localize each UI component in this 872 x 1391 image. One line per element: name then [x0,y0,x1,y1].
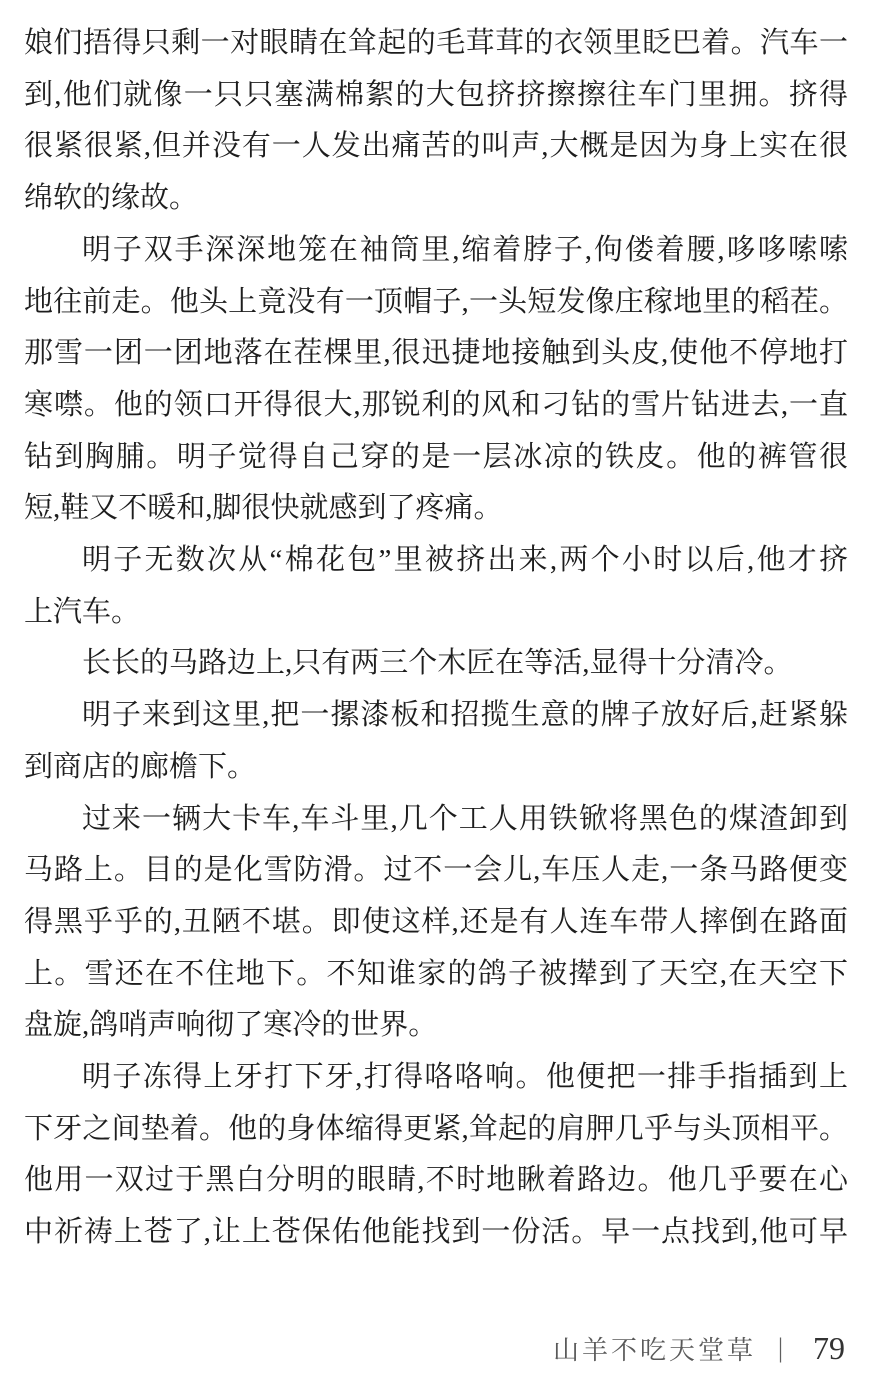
text-line: 盘旋,鸽哨声响彻了寒冷的世界。 [24,1009,438,1042]
text-line: 中祈祷上苍了,让上苍保佑他能找到一份活。早一点找到,他可早 [24,1216,848,1249]
paragraph [24,535,848,638]
text-line: 很紧很紧,但并没有一人发出痛苦的叫声,大概是因为身上实在很 [24,130,848,163]
text-line: 绵软的缘故。 [24,182,199,215]
text-line: 那雪一团一团地落在茬棵里,很迅捷地接触到头皮,使他不停地打 [24,337,848,370]
footer-book-title: 山羊不吃天堂草 [552,1336,756,1365]
paragraph [24,638,848,690]
text-line: 娘们捂得只剩一对眼睛在耸起的毛茸茸的衣领里眨巴着。汽车一 [24,27,848,59]
text-line: 到商店的廊檐下。 [24,750,257,783]
text-line: 得黑乎乎的,丑陋不堪。即使这样,还是有人连车带人摔倒在路面 [24,905,848,938]
text-line: 明子来到这里,把一摞漆板和招揽生意的牌子放好后,赶紧躲 [82,699,848,732]
text-line: 地往前走。他头上竟没有一顶帽子,一头短发像庄稼地里的稻茬。 [24,285,848,318]
text-line: 到,他们就像一只只塞满棉絮的大包挤挤擦擦往车门里拥。挤得 [24,78,848,111]
footer-page-number: 79 [813,1330,845,1366]
text-line: 下牙之间垫着。他的身体缩得更紧,耸起的肩胛几乎与头顶相平。 [24,1112,848,1145]
text-line: 短,鞋又不暖和,脚很快就感到了疼痛。 [24,492,503,525]
footer-divider: | [777,1333,783,1363]
paragraph [24,794,848,1053]
paragraph [24,690,848,793]
text-line: 寒噤。他的领口开得很大,那锐利的风和刁钻的雪片钻进去,一直 [24,388,848,421]
text-line: 明子双手深深地笼在袖筒里,缩着脖子,佝偻着腰,哆哆嗦嗦 [82,233,848,266]
text-line: 他用一双过于黑白分明的眼睛,不时地瞅着路边。他几乎要在心 [24,1164,848,1197]
text-line: 明子无数次从“棉花包”里被挤出来,两个小时以后,他才挤 [82,544,848,577]
text-line: 过来一辆大卡车,车斗里,几个工人用铁锨将黑色的煤渣卸到 [82,802,848,835]
text-line: 明子冻得上牙打下牙,打得咯咯响。他便把一排手指插到上 [82,1061,848,1094]
paragraph [24,225,848,535]
paragraph [24,18,848,225]
text-line: 长长的马路边上,只有两三个木匠在等活,显得十分清冷。 [82,647,793,680]
page-footer [553,1330,845,1367]
paragraph [24,1052,848,1259]
text-line: 马路上。目的是化雪防滑。过不一会儿,车压人走,一条马路便变 [24,854,848,887]
text-line: 上汽车。 [24,595,141,628]
text-line: 钻到胸脯。明子觉得自己穿的是一层冰凉的铁皮。他的裤管很 [24,440,848,473]
text-line: 上。雪还在不住地下。不知谁家的鸽子被撵到了天空,在天空下 [24,957,848,990]
